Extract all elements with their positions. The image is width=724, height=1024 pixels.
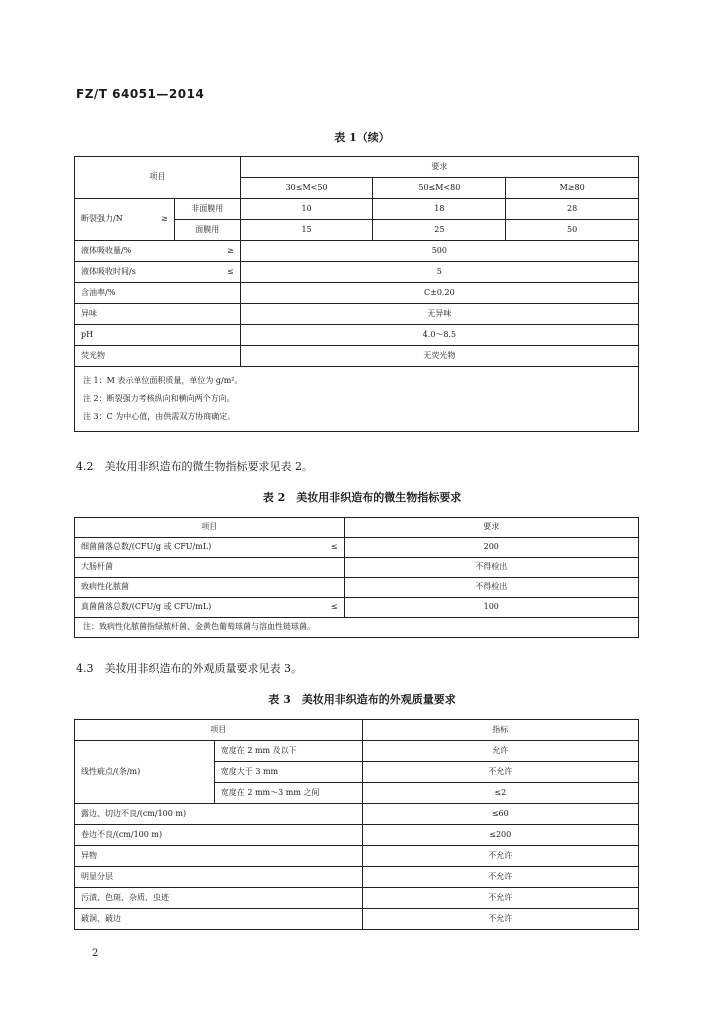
table-3: [74, 719, 639, 930]
row-label: 大肠杆菌: [75, 558, 345, 578]
row-value: 不允许: [362, 762, 638, 783]
row-value: 不得检出: [344, 558, 638, 578]
table1-subheader: M≥80: [506, 178, 639, 199]
row-label: 破洞、破边: [75, 909, 363, 930]
table-row: [75, 283, 639, 304]
row-value: 无异味: [240, 304, 638, 325]
table2-col-req: 要求: [344, 518, 638, 538]
table-row: [75, 804, 639, 825]
row-label: 异物: [75, 846, 363, 867]
row-label: 细菌菌落总数/(CFU/g 或 CFU/mL) ≤: [75, 538, 345, 558]
paragraph-4-2: 4.2 美妆用非织造布的微生物指标要求见表 2。: [76, 460, 313, 473]
break-strength-sub: 面膜用: [174, 220, 240, 241]
row-value: 不允许: [362, 846, 638, 867]
table1-notes: [75, 367, 639, 432]
table-cell: 50: [506, 220, 639, 241]
row-label: 卷边不良/(cm/100 m): [75, 825, 363, 846]
row-label: 异味: [75, 304, 241, 325]
table-cell: 28: [506, 199, 639, 220]
table1-col-item: 项目: [75, 157, 241, 199]
row-label: 露边、切边不良/(cm/100 m): [75, 804, 363, 825]
note: 注 1：M 表示单位面积质量，单位为 g/m²。: [83, 376, 243, 385]
row-value: 5: [240, 262, 638, 283]
row-value: 4.0～8.5: [240, 325, 638, 346]
table2-col-item: 项目: [75, 518, 345, 538]
table-2: [74, 517, 639, 638]
row-label: pH: [75, 325, 241, 346]
table-row: [75, 825, 639, 846]
table1-caption: 表 1（续）: [334, 131, 390, 144]
note: 注 2：断裂强力考核纵向和横向两个方向。: [83, 394, 235, 403]
table-row: [75, 262, 639, 283]
table-row: [75, 558, 639, 578]
table-cell: 15: [240, 220, 373, 241]
table-row: [75, 325, 639, 346]
table-cell: 10: [240, 199, 373, 220]
table1-subheader: 50≤M<80: [373, 178, 506, 199]
break-strength-label: 断裂强力/N ≥: [75, 199, 175, 241]
row-label: 液体吸收时间/s ≤: [75, 262, 241, 283]
row-value: 不得检出: [344, 578, 638, 598]
row-value: ≤2: [362, 783, 638, 804]
row-value: 500: [240, 241, 638, 262]
note: 注 3：C 为中心值，由供需双方协商确定。: [83, 412, 236, 421]
row-label: 含油率/%: [75, 283, 241, 304]
row-value: 允许: [362, 741, 638, 762]
table-row: [75, 538, 639, 558]
defect-sub: 宽度大于 3 mm: [214, 762, 362, 783]
defect-sub: 宽度在 2 mm 及以下: [214, 741, 362, 762]
break-strength-sub: 非面膜用: [174, 199, 240, 220]
row-value: 100: [344, 598, 638, 618]
table2-note: 注：致病性化脓菌指绿脓杆菌、金黄色葡萄球菌与溶血性链球菌。: [75, 618, 639, 638]
table-row: [75, 846, 639, 867]
table2-caption: 表 2 美妆用非织造布的微生物指标要求: [262, 491, 462, 504]
row-label: 荧光物: [75, 346, 241, 367]
row-label: 明显分层: [75, 867, 363, 888]
row-label: 致病性化脓菌: [75, 578, 345, 598]
table-row: [75, 909, 639, 930]
table-1: [74, 156, 639, 432]
table-row: [75, 346, 639, 367]
row-value: C±0.20: [240, 283, 638, 304]
row-value: 不允许: [362, 888, 638, 909]
row-value: ≤60: [362, 804, 638, 825]
row-value: 不允许: [362, 909, 638, 930]
defect-sub: 宽度在 2 mm～3 mm 之间: [214, 783, 362, 804]
table3-col-item: 项目: [75, 720, 363, 741]
table-row: [75, 241, 639, 262]
table-row: [75, 888, 639, 909]
table1-col-req: 要求: [240, 157, 638, 178]
table-row: [75, 304, 639, 325]
page-number: 2: [92, 948, 99, 959]
table-cell: 18: [373, 199, 506, 220]
table-row: [75, 598, 639, 618]
row-label: 真菌菌落总数/(CFU/g 或 CFU/mL) ≤: [75, 598, 345, 618]
paragraph-4-3: 4.3 美妆用非织造布的外观质量要求见表 3。: [76, 662, 302, 675]
row-value: 200: [344, 538, 638, 558]
row-label: 污渍、色斑、杂质、虫迹: [75, 888, 363, 909]
standard-code: FZ/T 64051—2014: [76, 87, 205, 101]
table3-caption: 表 3 美妆用非织造布的外观质量要求: [268, 693, 456, 706]
table3-col-ind: 指标: [362, 720, 638, 741]
table-row: [75, 578, 639, 598]
row-value: 无荧光物: [240, 346, 638, 367]
row-label: 液体吸收量/% ≥: [75, 241, 241, 262]
row-value: 不允许: [362, 867, 638, 888]
linear-defect-label: 线性疵点/(条/m): [75, 741, 215, 804]
table1-subheader: 30≤M<50: [240, 178, 373, 199]
table-cell: 25: [373, 220, 506, 241]
table-row: [75, 867, 639, 888]
row-value: ≤200: [362, 825, 638, 846]
